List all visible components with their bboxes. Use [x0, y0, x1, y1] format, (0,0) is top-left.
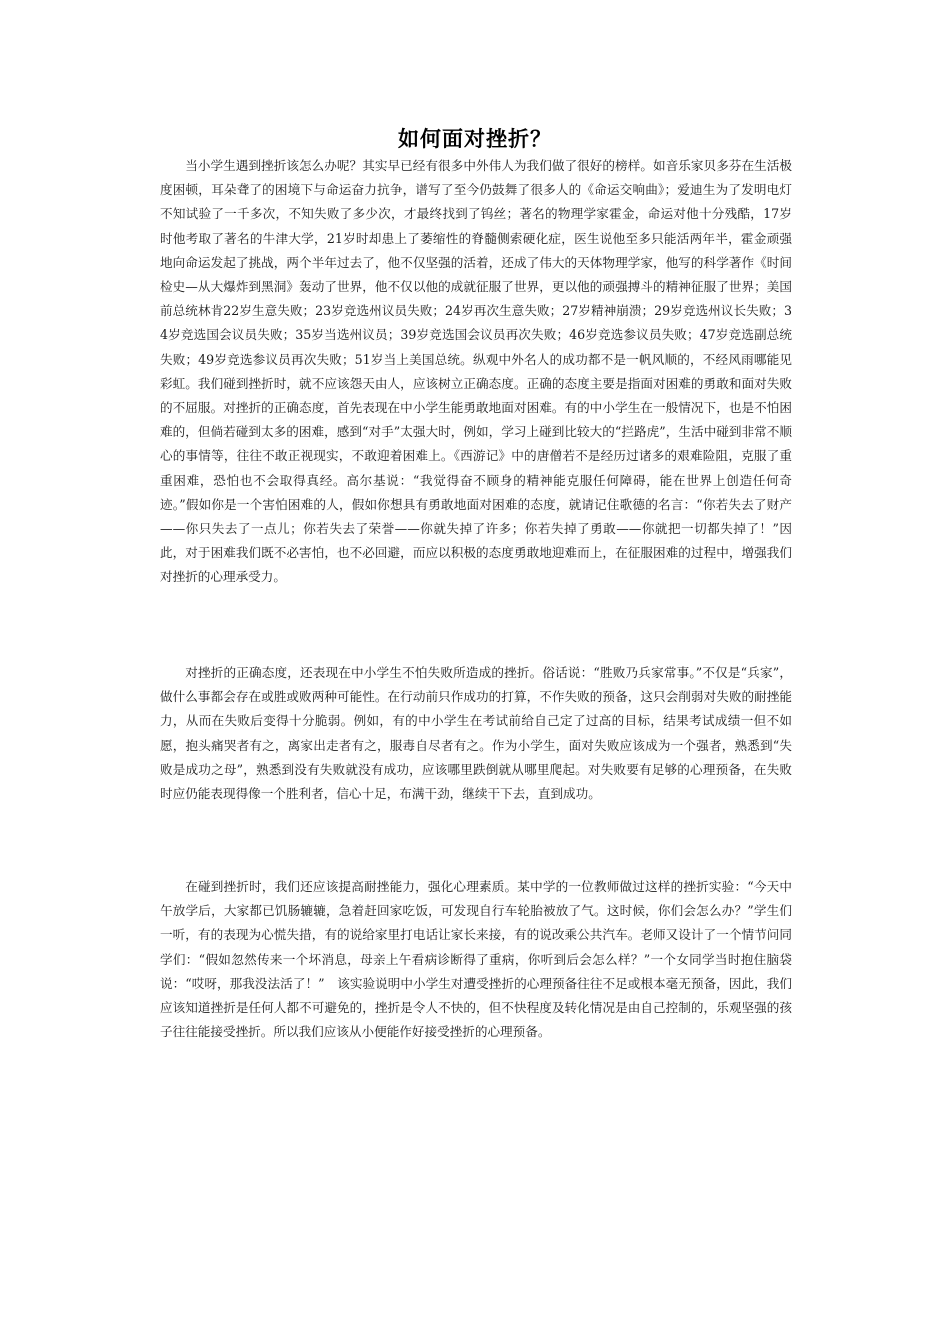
body-paragraph: 当小学生遇到挫折该怎么办呢？其实早已经有很多中外伟人为我们做了很好的榜样。如音乐家贝多芬在生活极度困顿，耳朵聋了的困境下与命运奋力抗争，谱写了至今仍鼓舞了很多人的《命运交响曲》；爱迪生为了发明电灯不知试验了一千多次，不知失败了多少次，才最终找到了钨丝；著名的物理学家霍金，命运对他十分残酷，17岁时他考取了著名的牛津大学，21岁时却患上了萎缩性的脊髓侧索硬化症，医生说他至多只能活两年半，霍金顽强地向命运发起了挑战，两个半年过去了，他不仅坚强的活着，还成了伟大的天体物理学家，他写的科学著作《时间检史—从大爆炸到黑洞》轰动了世界，他不仅以他的成就征服了世界，更以他的顽强搏斗的精神征服了世界；美国前总统林肯22岁生意失败；23岁竞选州议员失败；24岁再次生意失败；27岁精神崩溃；29岁竞选州议长失败；34岁竞选国会议员失败；35岁当选州议员；39岁竞选国会议员再次失败；46岁竞选参议员失败；47岁竞选副总统失败；49岁竞选参议员再次失败；51岁当上美国总统。纵观中外名人的成功都不是一帆风顺的，不经风雨哪能见彩虹。我们碰到挫折时，就不应该怨天由人，应该树立正确态度。正确的态度主要是指面对困难的勇敢和面对失败的不屈服。对挫折的正确态度，首先表现在中小学生能勇敢地面对困难。有的中小学生在一般情况下，也是不怕困难的，但倘若碰到太多的困难，感到“对手”太强大时，例如，学习上碰到比较大的“拦路虎”，生活中碰到非常不顺心的事情等，往往不敢正视现实，不敢迎着困难上。《西游记》中的唐僧若不是经历过诸多的艰难险阻，克服了重重困难，恐怕也不会取得真经。高尔基说：“我觉得奋不顾身的精神能克服任何障碍，能在世界上创造任何奇迹。”假如你是一个害怕困难的人，假如你想具有勇敢地面对困难的态度，就请记住歌德的名言：“你若失去了财产——你只失去了一点儿；你若失去了荣誉——你就失掉了许多；你若失掉了勇敢——你就把一切都失掉了！”因此，对于困难我们既不必害怕，也不必回避，而应以积极的态度勇敢地迎难而上，在征服困难的过程中，增强我们对挫折的心理承受力。	[160, 158, 792, 585]
page-title: 如何面对挫折？	[398, 127, 552, 151]
body-paragraph: 在碰到挫折时，我们还应该提高耐挫能力，强化心理素质。某中学的一位教师做过这样的挫折实验：“今天中午放学后，大家都已饥肠辘辘，急着赶回家吃饭，可发现自行车轮胎被放了气。这时候，你们会怎么办？”学生们一听，有的表现为心慌失措，有的说给家里打电话让家长来接，有的说改乘公共汽车。老师又设计了一个情节问同学们：“假如忽然传来一个坏消息，母亲上午看病诊断得了重病，你听到后会怎么样？”一个女同学当时抱住脑袋说：“哎呀，那我没法活了！” 该实验说明中小学生对遭受挫折的心理预备往往不足或根本毫无预备，因此，我们应该知道挫折是任何人都不可避免的，挫折是令人不快的，但不快程度及转化情况是由自己控制的，乐观坚强的孩子往往能接受挫折。所以我们应该从小便能作好接受挫折的心理预备。	[160, 879, 792, 1040]
body-paragraph: 对挫折的正确态度，还表现在中小学生不怕失败所造成的挫折。俗话说：“胜败乃兵家常事。”不仅是“兵家”，做什么事都会存在或胜或败两种可能性。在行动前只作成功的打算，不作失败的预备，这只会削弱对失败的耐挫能力，从而在失败后变得十分脆弱。例如，有的中小学生在考试前给自己定了过高的目标，结果考试成绩一但不如愿，抱头痛哭者有之，离家出走者有之，服毒自尽者有之。作为小学生，面对失败应该成为一个强者，熟悉到“失败是成功之母”，熟悉到没有失败就没有成功，应该哪里跌倒就从哪里爬起。对失败要有足够的心理预备，在失败时应仍能表现得像一个胜利者，信心十足，布满干劲，继续干下去，直到成功。	[160, 665, 792, 802]
